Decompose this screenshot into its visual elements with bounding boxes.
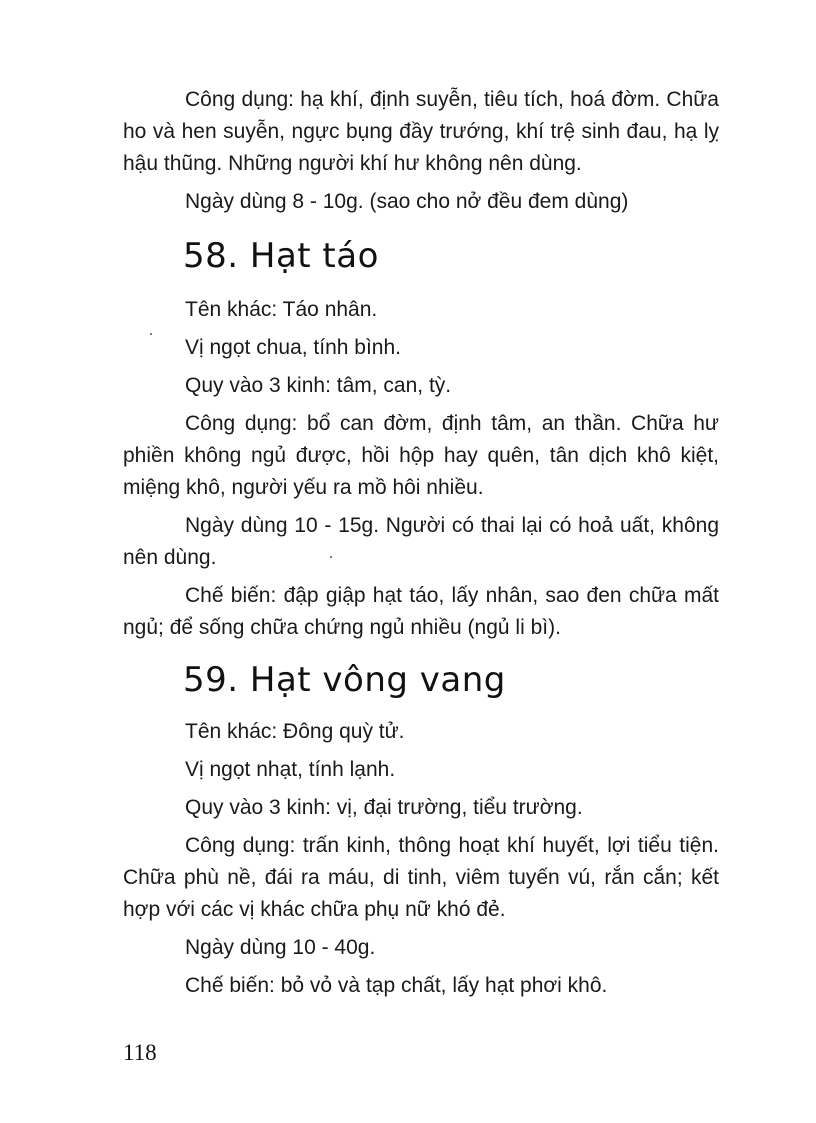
section-59-heading: 59. Hạt vông vang [183, 660, 506, 700]
section-58-preparation: Chế biến: đập giập hạt táo, lấy nhân, sao đen chữa mất ngủ; để sống chữa chứng ngủ nhiều (ngủ li bì). [123, 584, 719, 639]
section-59-meridians: Quy vào 3 kinh: vị, đại trường, tiểu trường. [185, 796, 583, 819]
section-59-alt-name: Tên khác: Đông quỳ tử. [185, 720, 405, 743]
intro-paragraph-dosage: Ngày dùng 8 - 10g. (sao cho nở đều đem dùng) [185, 190, 629, 213]
section-58-taste: Vị ngọt chua, tính bình. [185, 336, 401, 359]
page-number: 118 [123, 1040, 157, 1065]
section-59-usage: Công dụng: trấn kinh, thông hoạt khí huyết, lợi tiểu tiện. Chữa phù nề, đái ra máu, di tinh, viêm tuyến vú, rắn cắn; kết hợp với các vị khác chữa phụ nữ khó đẻ. [123, 834, 719, 921]
section-59-dosage: Ngày dùng 10 - 40g. [185, 936, 376, 959]
section-58-usage: Công dụng: bổ can đờm, định tâm, an thần. Chữa hư phiền không ngủ được, hồi hộp hay quên, tân dịch khô kiệt, miệng khô, người yếu ra mồ hôi nhiều. [123, 412, 719, 499]
intro-paragraph-usage: Công dụng: hạ khí, định suyễn, tiêu tích, hoá đờm. Chữa ho và hen suyễn, ngực bụng đầy trướng, khí trệ sinh đau, hạ lỵ hậu thũng. Những người khí hư không nên dùng. [123, 88, 719, 175]
section-58-alt-name: Tên khác: Táo nhân. [185, 298, 378, 321]
scan-speck [330, 556, 332, 558]
section-59-body [123, 716, 719, 1008]
section-59-taste: Vị ngọt nhạt, tính lạnh. [185, 758, 396, 781]
section-58-dosage: Ngày dùng 10 - 15g. Người có thai lại có hoả uất, không nên dùng. [123, 514, 719, 569]
intro-block [123, 84, 719, 224]
scan-speck [150, 333, 152, 335]
section-58-heading: 58. Hạt táo [183, 236, 379, 276]
section-58-body [123, 294, 719, 650]
section-58-meridians: Quy vào 3 kinh: tâm, can, tỳ. [185, 374, 452, 397]
section-59-preparation: Chế biến: bỏ vỏ và tạp chất, lấy hạt phơi khô. [185, 974, 608, 997]
